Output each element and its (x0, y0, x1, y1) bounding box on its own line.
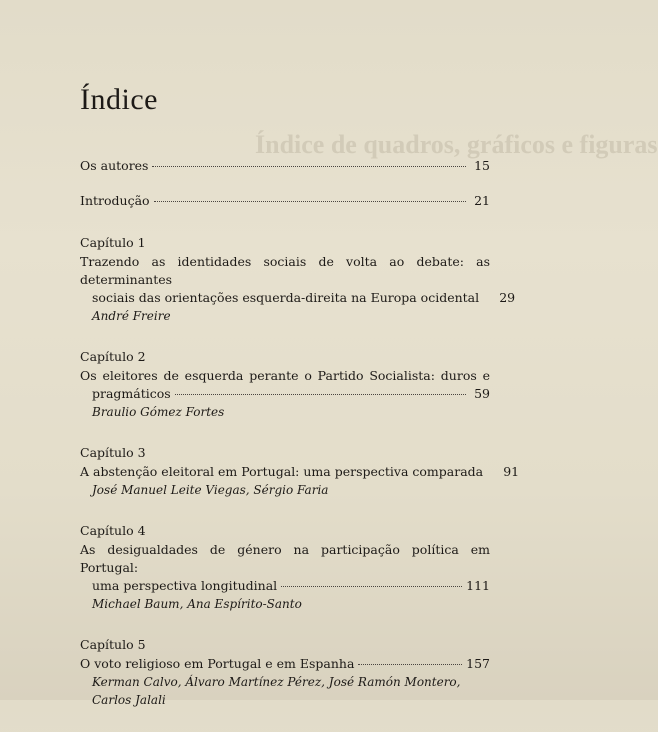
chapter-title-line: A abstenção eleitoral em Portugal: uma perspectiva comparada (80, 464, 484, 479)
chapter-authors: Michael Baum, Ana Espírito-Santo (92, 597, 302, 611)
chapter-title-line: O voto religioso em Portugal e em Espanha (80, 656, 355, 671)
chapter-title-line: pragmáticos (92, 386, 171, 401)
chapter-4-entry (80, 522, 490, 613)
bleed-through-heading: Índice de quadros, gráficos e figuras (255, 130, 658, 159)
chapter-title-last-line (80, 463, 520, 481)
toc-page-number: 15 (474, 158, 490, 173)
chapter-title-line: Os eleitores de esquerda perante o Partido Socialista: duros e (80, 368, 490, 383)
chapter-authors: Carlos Jalali (92, 693, 166, 707)
dot-leader (154, 201, 466, 202)
chapter-title-last-line (80, 385, 490, 403)
toc-entry-label: Introdução (80, 193, 150, 208)
chapter-5-entry (80, 636, 490, 709)
chapter-title-last-line (80, 655, 490, 673)
index-page (80, 83, 520, 732)
dot-leader (175, 394, 466, 395)
chapter-authors: André Freire (92, 309, 171, 323)
chapter-label: Capítulo 5 (80, 637, 146, 652)
chapter-title-line: As desigualdades de género na participação política em Portugal: (80, 542, 490, 575)
chapter-title-line: uma perspectiva longitudinal (92, 578, 278, 593)
toc-page-number: 21 (474, 193, 490, 208)
dot-leader (152, 166, 466, 167)
chapter-label: Capítulo 1 (80, 235, 146, 250)
chapter-1-entry (80, 234, 516, 325)
chapter-authors: José Manuel Leite Viegas, Sérgio Faria (92, 483, 329, 497)
chapter-authors: Kerman Calvo, Álvaro Martínez Pérez, José Ramón Montero, (92, 675, 461, 689)
chapter-3-entry (80, 444, 520, 499)
chapter-authors: Braulio Gómez Fortes (92, 405, 225, 419)
chapter-label: Capítulo 4 (80, 523, 146, 538)
chapter-2-entry (80, 348, 490, 421)
chapter-title-last-line (80, 577, 490, 595)
chapter-label: Capítulo 2 (80, 349, 146, 364)
toc-page-number: 29 (499, 290, 516, 305)
chapter-title-line: Trazendo as identidades sociais de volta ao debate: as determinantes (80, 254, 490, 287)
toc-page-number: 157 (466, 656, 490, 671)
chapter-label: Capítulo 3 (80, 445, 146, 460)
page-title: Índice (80, 83, 158, 116)
toc-page-number: 91 (503, 464, 520, 479)
toc-entry-introduction (80, 192, 490, 210)
chapter-title-last-line (80, 289, 516, 307)
toc-page-number: 59 (474, 386, 490, 401)
toc-entry-label: Os autores (80, 158, 149, 173)
dot-leader (281, 586, 462, 587)
toc-page-number: 111 (466, 578, 490, 593)
toc-entry-authors (80, 157, 490, 175)
dot-leader (358, 664, 462, 665)
chapter-title-line: sociais das orientações esquerda-direita na Europa ocidental (92, 290, 480, 305)
